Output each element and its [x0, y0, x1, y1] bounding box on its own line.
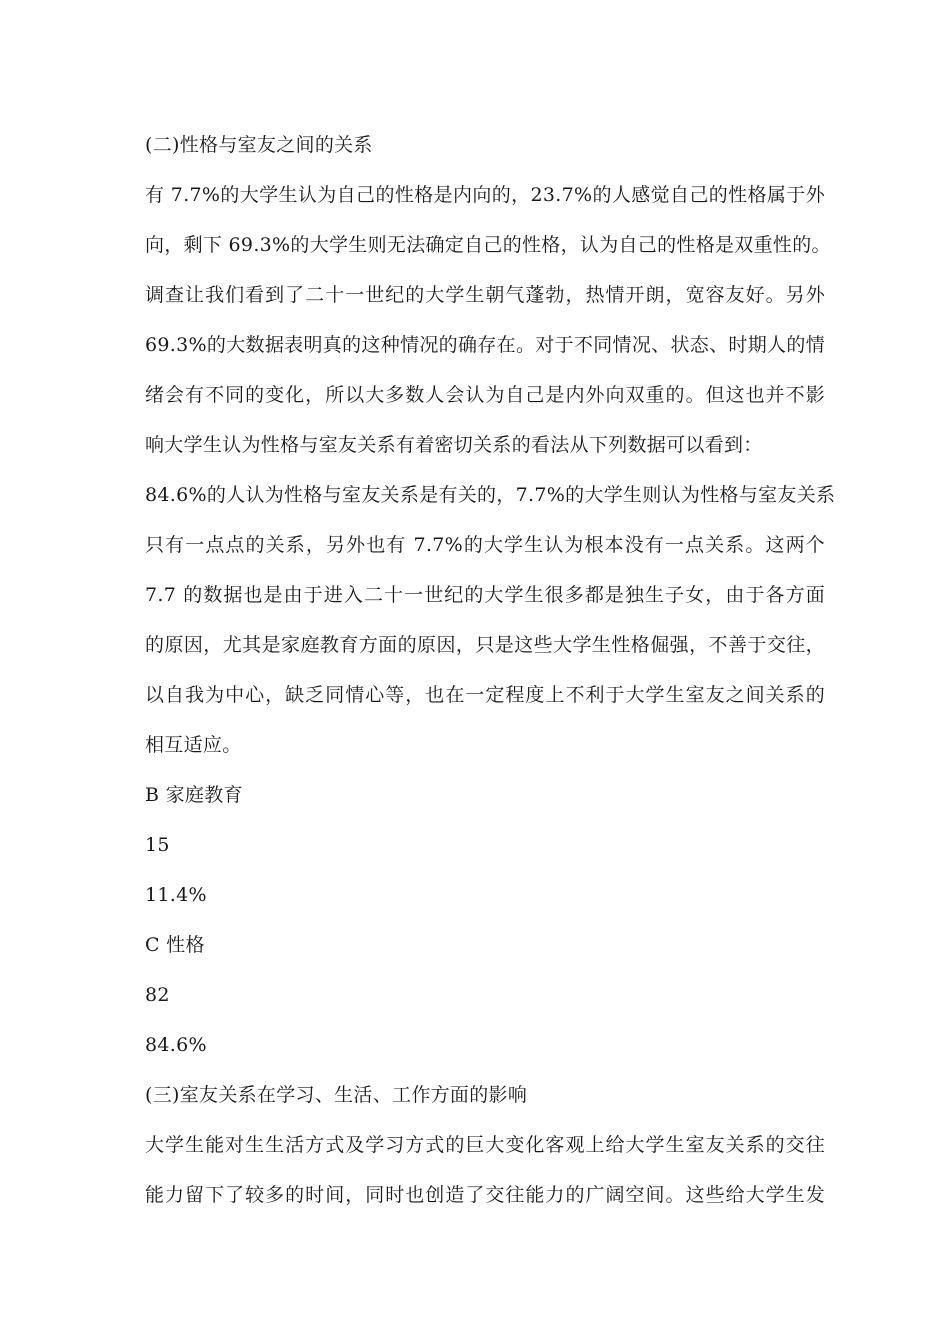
section-heading: (二)性格与室友之间的关系	[145, 134, 373, 156]
text-line: 的原因，尤其是家庭教育方面的原因，只是这些大学生性格倔强，不善于交往，	[145, 634, 825, 656]
table-row-count: 82	[145, 984, 170, 1006]
section-heading: (三)室友关系在学习、生活、工作方面的影响	[145, 1084, 528, 1106]
text-line: 向，剩下 69.3%的大学生则无法确定自己的性格，认为自己的性格是双重性的。	[145, 234, 831, 256]
document-page	[145, 120, 836, 1220]
text-line: 大学生能对生生活方式及学习方式的巨大变化客观上给大学生室友关系的交往	[145, 1134, 825, 1156]
paragraph-influence	[145, 1120, 825, 1220]
text-line: 84.6%的人认为性格与室友关系是有关的，7.7%的大学生则认为性格与室友关系	[145, 484, 836, 506]
text-line: 响大学生认为性格与室友关系有着密切关系的看法从下列数据可以看到：	[145, 434, 763, 456]
table-row-label: C 性格	[145, 934, 205, 956]
text-line: 绪会有不同的变化，所以大多数人会认为自己是内外向双重的。但这也并不影	[145, 384, 825, 406]
table-row-percent: 11.4%	[145, 884, 207, 906]
text-line: 有 7.7%的大学生认为自己的性格是内向的，23.7%的人感觉自己的性格属于外	[145, 184, 825, 206]
table-row-count: 15	[145, 834, 170, 856]
text-line: 7.7 的数据也是由于进入二十一世纪的大学生很多都是独生子女，由于各方面	[145, 584, 825, 606]
text-line: 69.3%的大数据表明真的这种情况的确存在。对于不同情况、状态、时期人的情	[145, 334, 825, 356]
paragraph-statistics	[145, 470, 836, 770]
paragraph-personality	[145, 170, 831, 470]
table-data-row-personality	[145, 920, 825, 1070]
table-data-row-family	[145, 770, 825, 920]
table-row-percent: 84.6%	[145, 1034, 207, 1056]
text-line: 能力留下了较多的时间，同时也创造了交往能力的广阔空间。这些给大学生发	[145, 1184, 825, 1206]
text-line: 以自我为中心，缺乏同情心等，也在一定程度上不利于大学生室友之间关系的	[145, 684, 825, 706]
text-line: 只有一点点的关系，另外也有 7.7%的大学生认为根本没有一点关系。这两个	[145, 534, 825, 556]
text-line: 调查让我们看到了二十一世纪的大学生朝气蓬勃，热情开朗，宽容友好。另外	[145, 284, 825, 306]
table-row-label: B 家庭教育	[145, 784, 243, 806]
text-line: 相互适应。	[145, 734, 242, 756]
